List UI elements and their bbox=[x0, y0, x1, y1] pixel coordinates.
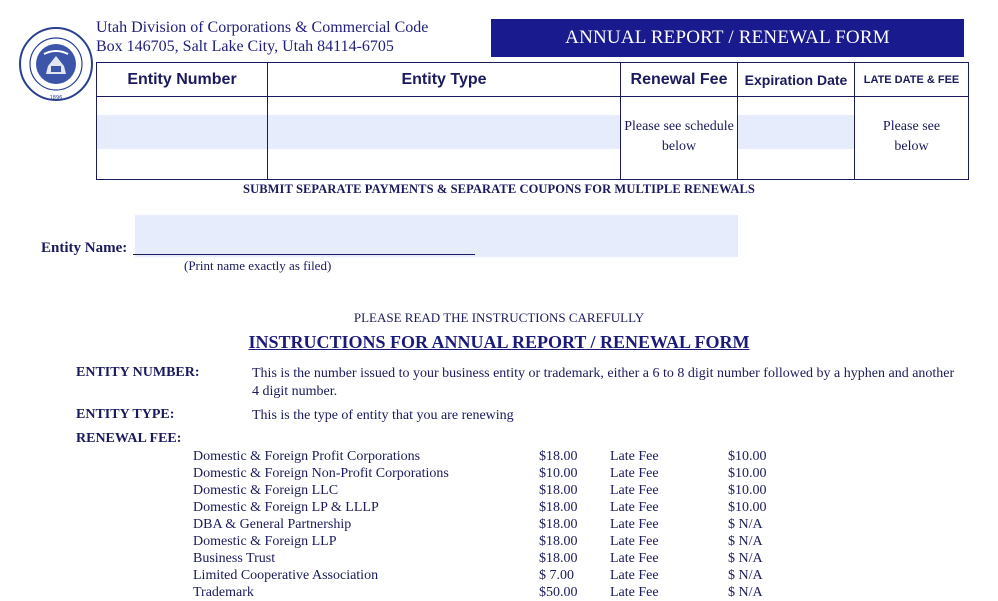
fee-entity-type: Domestic & Foreign LP & LLLP bbox=[193, 500, 379, 515]
late-fee-label: Late Fee bbox=[610, 585, 659, 600]
utah-state-seal-icon bbox=[18, 26, 94, 102]
entity-name-hint: (Print name exactly as filed) bbox=[184, 258, 332, 273]
fee-entity-type: DBA & General Partnership bbox=[193, 517, 352, 532]
entity-number-description: This is the number issued to your business entity or trademark, either a 6 to 8 digit number followed by a hyphen and another 4 digit number. bbox=[252, 366, 955, 399]
header-renewal-fee: Renewal Fee bbox=[621, 63, 738, 97]
entity-number-label: ENTITY NUMBER: bbox=[76, 365, 200, 380]
late-fee-note: Please see below bbox=[882, 119, 941, 154]
entity-name-field[interactable] bbox=[135, 215, 738, 257]
agency-box-address: Box 146705, Salt Lake City, Utah 84114-6705 bbox=[96, 38, 394, 55]
late-fee-label: Late Fee bbox=[610, 466, 659, 481]
entity-type-description: This is the type of entity that you are renewing bbox=[252, 408, 514, 423]
late-fee-amount: $10.00 bbox=[728, 449, 767, 464]
fee-entity-type: Limited Cooperative Association bbox=[193, 568, 379, 583]
fee-row bbox=[193, 448, 788, 465]
instructions-title: INSTRUCTIONS FOR ANNUAL REPORT / RENEWAL FORM bbox=[248, 332, 750, 352]
late-date-fee-cell bbox=[855, 97, 969, 180]
seal-year: 1896 bbox=[49, 95, 63, 101]
renewal-fee-label: RENEWAL FEE: bbox=[76, 431, 182, 446]
fee-amount: $18.00 bbox=[539, 500, 578, 515]
fee-entity-type: Trademark bbox=[193, 585, 254, 600]
late-fee-label: Late Fee bbox=[610, 551, 659, 566]
read-instructions-note: PLEASE READ THE INSTRUCTIONS CAREFULLY bbox=[353, 310, 645, 325]
late-fee-amount: $ N/A bbox=[728, 585, 763, 600]
fee-amount: $18.00 bbox=[539, 483, 578, 498]
late-fee-label: Late Fee bbox=[610, 500, 659, 515]
fee-row bbox=[193, 567, 788, 584]
header-late-date-fee: LATE DATE & FEE bbox=[855, 63, 969, 97]
header-entity-type: Entity Type bbox=[268, 63, 621, 97]
agency-address bbox=[96, 18, 428, 56]
fee-entity-type: Business Trust bbox=[193, 551, 276, 566]
fee-schedule-table bbox=[193, 448, 788, 601]
fee-row bbox=[193, 482, 788, 499]
late-fee-label: Late Fee bbox=[610, 534, 659, 549]
fee-entity-type: Domestic & Foreign LLC bbox=[193, 483, 339, 498]
entity-name-underline bbox=[133, 254, 475, 255]
fee-row bbox=[193, 465, 788, 482]
entity-number-field[interactable] bbox=[97, 97, 268, 180]
late-fee-amount: $10.00 bbox=[728, 500, 767, 515]
entity-type-label: ENTITY TYPE: bbox=[76, 407, 175, 422]
late-fee-amount: $ N/A bbox=[728, 568, 763, 583]
late-fee-amount: $10.00 bbox=[728, 483, 767, 498]
late-fee-label: Late Fee bbox=[610, 517, 659, 532]
fee-row bbox=[193, 533, 788, 550]
fee-amount: $50.00 bbox=[539, 585, 578, 600]
entity-info-table bbox=[96, 62, 969, 180]
entity-type-field[interactable] bbox=[268, 97, 621, 180]
late-fee-amount: $10.00 bbox=[728, 466, 767, 481]
fee-amount: $ 7.00 bbox=[539, 568, 574, 583]
late-fee-amount: $ N/A bbox=[728, 534, 763, 549]
renewal-fee-note: Please see schedule below bbox=[624, 119, 734, 154]
late-fee-amount: $ N/A bbox=[728, 517, 763, 532]
fee-row bbox=[193, 550, 788, 567]
late-fee-label: Late Fee bbox=[610, 483, 659, 498]
form-title-bar bbox=[491, 19, 964, 57]
expiration-date-field[interactable] bbox=[738, 97, 855, 180]
submit-separate-note: SUBMIT SEPARATE PAYMENTS & SEPARATE COUPONS FOR MULTIPLE RENEWALS bbox=[243, 182, 755, 196]
fee-row bbox=[193, 499, 788, 516]
fee-row bbox=[193, 584, 788, 601]
late-fee-label: Late Fee bbox=[610, 449, 659, 464]
form-title: ANNUAL REPORT / RENEWAL FORM bbox=[565, 27, 890, 48]
fee-amount: $18.00 bbox=[539, 449, 578, 464]
entity-name-label: Entity Name: bbox=[41, 240, 128, 256]
renewal-fee-cell bbox=[621, 97, 738, 180]
fee-row bbox=[193, 516, 788, 533]
late-fee-label: Late Fee bbox=[610, 568, 659, 583]
agency-name: Utah Division of Corporations & Commercial Code bbox=[96, 19, 429, 36]
fee-amount: $18.00 bbox=[539, 517, 578, 532]
fee-amount: $18.00 bbox=[539, 551, 578, 566]
header-entity-number: Entity Number bbox=[97, 63, 268, 97]
late-fee-amount: $ N/A bbox=[728, 551, 763, 566]
fee-entity-type: Domestic & Foreign Non-Profit Corporations bbox=[193, 466, 449, 481]
fee-entity-type: Domestic & Foreign Profit Corporations bbox=[193, 449, 421, 464]
header-expiration-date: Expiration Date bbox=[738, 63, 855, 97]
fee-amount: $18.00 bbox=[539, 534, 578, 549]
fee-entity-type: Domestic & Foreign LLP bbox=[193, 534, 337, 549]
fee-amount: $10.00 bbox=[539, 466, 578, 481]
